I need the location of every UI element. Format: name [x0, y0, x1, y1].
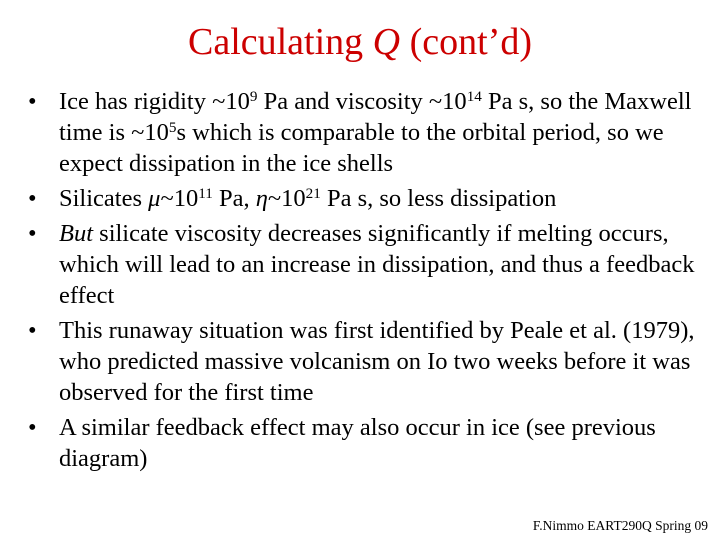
- silicates-text-5: Pa s, so less dissipation: [320, 185, 557, 212]
- but-emphasis: But: [59, 220, 94, 247]
- bullet-item-melting: [28, 218, 696, 311]
- ice-feedback-text: A similar feedback effect may also occur in ice (see previous diagram): [59, 414, 656, 472]
- title-suffix: (cont’d): [400, 21, 533, 63]
- melting-text: silicate viscosity decreases significantly if melting occurs, which will lead to an increase in dissipation, and thus a feedback effect: [59, 220, 695, 309]
- bullet-marker: •: [28, 220, 37, 247]
- bullet-item-silicates: [28, 183, 696, 214]
- footer-credit: F.Nimmo EART290Q Spring 09: [532, 518, 708, 533]
- ice-text-4: s which is comparable to the orbital period, so we expect dissipation in the ice shells: [59, 119, 664, 177]
- silicates-text-1: Silicates: [59, 185, 149, 212]
- title-q-variable: Q: [372, 21, 401, 63]
- silicates-text-3: Pa,: [212, 185, 256, 212]
- runaway-text: This runaway situation was first identified by Peale et al. (1979), who predicted massive volcanism on Io two weeks before it was observed for the first time: [59, 317, 695, 406]
- ice-text-3: Pa s, so the Maxwell time is ~10: [59, 88, 692, 146]
- bullet-list: [28, 86, 696, 478]
- title-text: Calculating: [187, 21, 373, 63]
- silicates-text-2: ~10: [160, 185, 199, 212]
- rigidity-exponent: 11: [198, 184, 213, 202]
- bullet-item-ice-feedback: [28, 412, 696, 474]
- bullet-marker: •: [28, 88, 37, 115]
- viscosity-exponent: 21: [305, 184, 321, 202]
- eta-symbol: η: [255, 185, 268, 212]
- bullet-marker: •: [28, 185, 37, 212]
- bullet-marker: •: [28, 317, 37, 344]
- bullet-item-ice-rigidity: [28, 86, 696, 179]
- ice-viscosity-exponent: 14: [466, 87, 482, 105]
- bullet-marker: •: [28, 414, 37, 441]
- ice-text-1: Ice has rigidity ~10: [59, 88, 250, 115]
- mu-symbol: μ: [148, 185, 161, 212]
- silicates-text-4: ~10: [267, 185, 306, 212]
- bullet-item-runaway: [28, 315, 696, 408]
- slide-title: [0, 19, 720, 65]
- ice-rigidity-exponent: 9: [249, 87, 258, 105]
- ice-text-2: Pa and viscosity ~10: [257, 88, 467, 115]
- maxwell-time-exponent: 5: [168, 118, 177, 136]
